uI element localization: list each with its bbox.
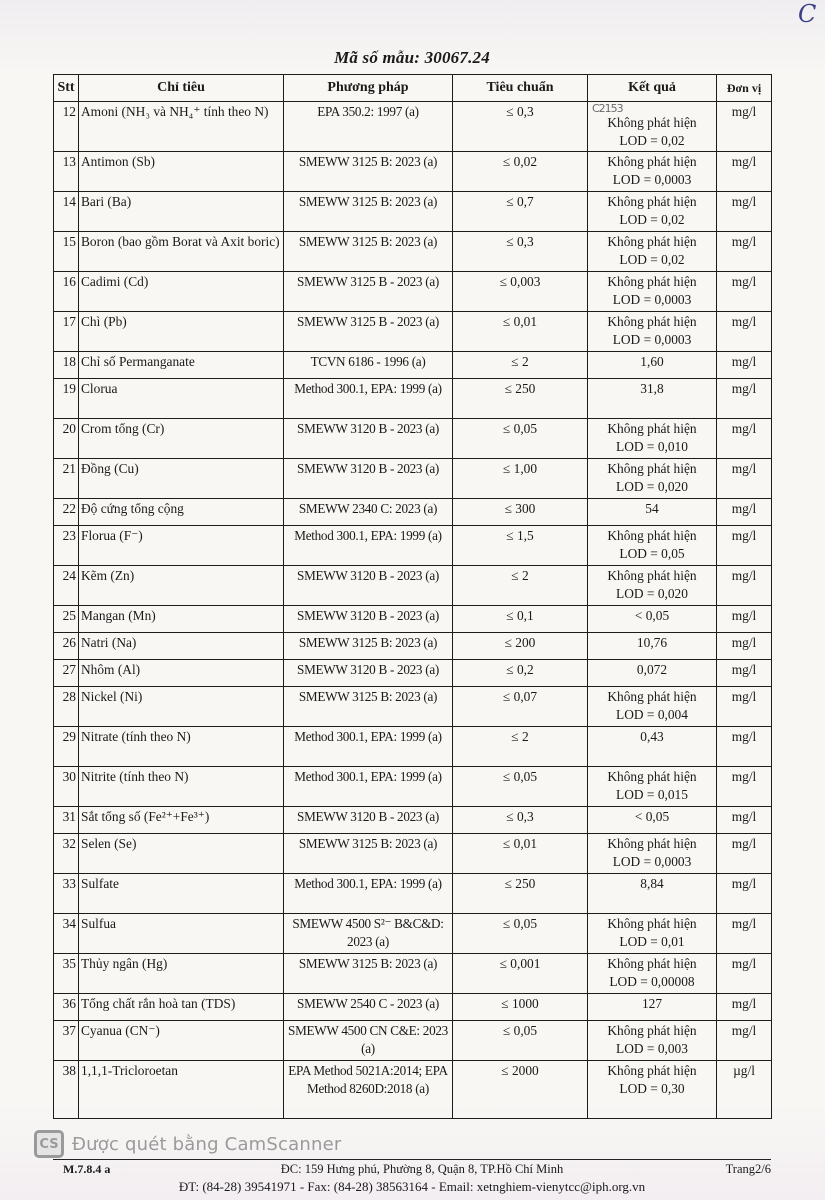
table-row: [54, 807, 772, 834]
row-unit: mg/l: [717, 272, 772, 312]
row-stt: 30: [54, 767, 79, 807]
row-standard: ≤ 300: [453, 499, 588, 526]
result-value: 127: [641, 996, 663, 1011]
row-method: Method 300.1, EPA: 1999 (a): [284, 874, 453, 914]
result-value: Không phát hiện: [607, 234, 697, 249]
row-unit: mg/l: [717, 312, 772, 352]
result-value: Không phát hiện: [607, 461, 697, 476]
row-stt: 37: [54, 1021, 79, 1061]
row-result: [588, 807, 717, 834]
row-indicator: Tổng chất rắn hoà tan (TDS): [79, 994, 284, 1021]
row-stt: 12: [54, 102, 79, 152]
header-result: Kết quả: [588, 75, 717, 102]
row-result: [588, 874, 717, 914]
row-standard: ≤ 0,2: [453, 660, 588, 687]
result-lod: LOD = 0,004: [616, 707, 688, 722]
row-unit: mg/l: [717, 994, 772, 1021]
row-indicator: Chỉ số Permanganate: [79, 352, 284, 379]
result-lod: LOD = 0,0003: [612, 332, 692, 347]
row-standard: ≤ 0,05: [453, 419, 588, 459]
row-stt: 35: [54, 954, 79, 994]
row-indicator: Bari (Ba): [79, 192, 284, 232]
table-row: [54, 192, 772, 232]
row-indicator: Nhôm (Al): [79, 660, 284, 687]
row-indicator: Antimon (Sb): [79, 152, 284, 192]
row-standard: ≤ 2: [453, 727, 588, 767]
row-unit: mg/l: [717, 727, 772, 767]
row-unit: mg/l: [717, 914, 772, 954]
result-lod: LOD = 0,015: [616, 787, 688, 802]
row-unit: mg/l: [717, 660, 772, 687]
result-value: 0,072: [636, 662, 668, 677]
row-stt: 31: [54, 807, 79, 834]
row-indicator: Natri (Na): [79, 633, 284, 660]
result-lod: LOD = 0,30: [619, 1081, 685, 1096]
footer-page-number: Trang2/6: [725, 1162, 771, 1176]
result-value: Không phát hiện: [607, 314, 697, 329]
row-unit: mg/l: [717, 767, 772, 807]
row-stt: 24: [54, 566, 79, 606]
result-value: Không phát hiện: [607, 689, 697, 704]
row-method: SMEWW 3125 B: 2023 (a): [284, 687, 453, 727]
row-result: [588, 1021, 717, 1061]
sample-code-title: Mã số mẫu: 30067.24: [334, 48, 490, 67]
row-result: [588, 419, 717, 459]
row-stt: 29: [54, 727, 79, 767]
header-method: Phương pháp: [284, 75, 453, 102]
row-standard: ≤ 0,003: [453, 272, 588, 312]
row-unit: mg/l: [717, 152, 772, 192]
row-indicator: 1,1,1-Tricloroetan: [79, 1061, 284, 1119]
result-value: Không phát hiện: [607, 916, 697, 931]
row-method: Method 300.1, EPA: 1999 (a): [284, 526, 453, 566]
table-row: [54, 459, 772, 499]
row-standard: ≤ 0,1: [453, 606, 588, 633]
row-standard: ≤ 2: [453, 566, 588, 606]
row-method: SMEWW 3120 B - 2023 (a): [284, 807, 453, 834]
row-unit: mg/l: [717, 232, 772, 272]
result-value: Không phát hiện: [607, 769, 697, 784]
row-unit: mg/l: [717, 379, 772, 419]
row-result: [588, 152, 717, 192]
row-stt: 22: [54, 499, 79, 526]
row-unit: mg/l: [717, 102, 772, 152]
table-body: [54, 102, 772, 1119]
table-row: [54, 526, 772, 566]
table-row: [54, 687, 772, 727]
row-indicator: Độ cứng tổng cộng: [79, 499, 284, 526]
footer-address: ĐC: 159 Hưng phú, Phường 8, Quận 8, TP.Hồ Chí Minh: [280, 1162, 564, 1176]
row-indicator: Nickel (Ni): [79, 687, 284, 727]
row-unit: mg/l: [717, 499, 772, 526]
result-value: 1,60: [640, 354, 664, 369]
table-row: [54, 1021, 772, 1061]
results-table: [53, 74, 772, 1119]
header-unit: Đơn vị: [717, 75, 772, 102]
row-unit: mg/l: [717, 633, 772, 660]
row-standard: ≤ 0,001: [453, 954, 588, 994]
row-method: SMEWW 3125 B: 2023 (a): [284, 152, 453, 192]
row-standard: ≤ 0,07: [453, 687, 588, 727]
row-standard: ≤ 0,05: [453, 914, 588, 954]
row-standard: ≤ 250: [453, 874, 588, 914]
table-row: [54, 660, 772, 687]
row-indicator: Thủy ngân (Hg): [79, 954, 284, 994]
row-indicator: Boron (bao gồm Borat và Axit boric): [79, 232, 284, 272]
row-stt: 26: [54, 633, 79, 660]
row-stt: 34: [54, 914, 79, 954]
result-lod: LOD = 0,02: [619, 212, 685, 227]
row-result: [588, 767, 717, 807]
result-value: Không phát hiện: [607, 154, 697, 169]
row-result: [588, 459, 717, 499]
row-indicator: Mangan (Mn): [79, 606, 284, 633]
table-row: [54, 606, 772, 633]
result-lod: LOD = 0,02: [619, 252, 685, 267]
row-method: SMEWW 4500 CN C&E: 2023 (a): [284, 1021, 453, 1061]
row-unit: mg/l: [717, 807, 772, 834]
result-value: 10,76: [636, 635, 668, 650]
camscanner-logo-icon: CS: [34, 1130, 64, 1158]
row-indicator: Amoni (NH₃ và NH₄⁺ tính theo N): [79, 102, 284, 152]
row-method: Method 300.1, EPA: 1999 (a): [284, 767, 453, 807]
row-standard: ≤ 1000: [453, 994, 588, 1021]
result-value: Không phát hiện: [607, 836, 697, 851]
row-indicator: Chì (Pb): [79, 312, 284, 352]
result-value: 54: [645, 501, 659, 516]
table-row: [54, 152, 772, 192]
row-stt: 36: [54, 994, 79, 1021]
row-method: SMEWW 3120 B - 2023 (a): [284, 459, 453, 499]
header-indicator: Chỉ tiêu: [79, 75, 284, 102]
row-stt: 17: [54, 312, 79, 352]
row-result: [588, 272, 717, 312]
table-row: [54, 874, 772, 914]
row-method: SMEWW 3125 B: 2023 (a): [284, 633, 453, 660]
result-value: Không phát hiện: [607, 1023, 697, 1038]
result-value: 31,8: [640, 381, 664, 396]
footer-contact: ĐT: (84-28) 39541971 - Fax: (84-28) 38563164 - Email: xetnghiem-vienytcc@iph.org.vn: [178, 1179, 646, 1194]
result-value: Không phát hiện: [607, 568, 697, 583]
row-indicator: Sulfate: [79, 874, 284, 914]
row-result: [588, 312, 717, 352]
watermark-band: [39, 1129, 771, 1159]
row-stt: 20: [54, 419, 79, 459]
result-value: Không phát hiện: [607, 194, 697, 209]
result-lod: LOD = 0,020: [616, 479, 688, 494]
row-indicator: Nitrate (tính theo N): [79, 727, 284, 767]
row-stt: 15: [54, 232, 79, 272]
stamp-mark: C2153: [592, 102, 623, 115]
result-value: Không phát hiện: [607, 421, 697, 436]
table-row: [54, 499, 772, 526]
row-unit: mg/l: [717, 1021, 772, 1061]
row-standard: ≤ 1,5: [453, 526, 588, 566]
row-stt: 33: [54, 874, 79, 914]
row-standard: ≤ 2000: [453, 1061, 588, 1119]
row-result: [588, 606, 717, 633]
row-result: [588, 954, 717, 994]
row-indicator: Kẽm (Zn): [79, 566, 284, 606]
row-standard: ≤ 1,00: [453, 459, 588, 499]
row-indicator: Nitrite (tính theo N): [79, 767, 284, 807]
table-row: [54, 312, 772, 352]
table-row: [54, 834, 772, 874]
row-indicator: Cadimi (Cd): [79, 272, 284, 312]
result-value: Không phát hiện: [607, 956, 697, 971]
row-method: SMEWW 3120 B - 2023 (a): [284, 660, 453, 687]
table-row: [54, 232, 772, 272]
row-standard: ≤ 0,3: [453, 807, 588, 834]
row-standard: ≤ 0,02: [453, 152, 588, 192]
footer-row: [53, 1161, 771, 1178]
row-standard: ≤ 250: [453, 379, 588, 419]
result-lod: LOD = 0,020: [616, 586, 688, 601]
row-result: [588, 834, 717, 874]
result-value: Không phát hiện: [607, 274, 697, 289]
table-row: [54, 419, 772, 459]
row-unit: mg/l: [717, 192, 772, 232]
header-standard: Tiêu chuẩn: [453, 75, 588, 102]
row-result: [588, 192, 717, 232]
table-row: [54, 379, 772, 419]
row-result: [588, 994, 717, 1021]
result-lod: LOD = 0,0003: [612, 854, 692, 869]
table-header-row: [54, 75, 772, 102]
row-method: SMEWW 3125 B: 2023 (a): [284, 232, 453, 272]
row-result: [588, 727, 717, 767]
row-unit: mg/l: [717, 874, 772, 914]
table-row: [54, 954, 772, 994]
row-method: SMEWW 4500 S²⁻ B&C&D: 2023 (a): [284, 914, 453, 954]
row-standard: ≤ 0,05: [453, 1021, 588, 1061]
row-indicator: Clorua: [79, 379, 284, 419]
row-method: SMEWW 2340 C: 2023 (a): [284, 499, 453, 526]
row-method: SMEWW 3125 B - 2023 (a): [284, 312, 453, 352]
row-method: SMEWW 3120 B - 2023 (a): [284, 566, 453, 606]
table-row: [54, 566, 772, 606]
handwritten-mark: C: [798, 0, 817, 28]
result-lod: LOD = 0,010: [616, 439, 688, 454]
row-result: [588, 379, 717, 419]
row-result: [588, 914, 717, 954]
row-unit: mg/l: [717, 526, 772, 566]
row-indicator: Selen (Se): [79, 834, 284, 874]
row-indicator: Cyanua (CN⁻): [79, 1021, 284, 1061]
table-row: [54, 1061, 772, 1119]
row-standard: ≤ 2: [453, 352, 588, 379]
result-value: < 0,05: [634, 608, 670, 623]
row-method: EPA Method 5021A:2014; EPA Method 8260D:2018 (a): [284, 1061, 453, 1119]
row-stt: 25: [54, 606, 79, 633]
result-lod: LOD = 0,0003: [612, 172, 692, 187]
table-row: [54, 272, 772, 312]
row-result: [588, 499, 717, 526]
row-standard: ≤ 200: [453, 633, 588, 660]
table-row: [54, 767, 772, 807]
camscanner-watermark: [34, 1130, 341, 1158]
table-row: [54, 914, 772, 954]
result-lod: LOD = 0,02: [619, 133, 685, 148]
row-method: EPA 350.2: 1997 (a): [284, 102, 453, 152]
row-unit: µg/l: [717, 1061, 772, 1119]
result-lod: LOD = 0,0003: [612, 292, 692, 307]
row-stt: 18: [54, 352, 79, 379]
row-indicator: Florua (F⁻): [79, 526, 284, 566]
row-stt: 23: [54, 526, 79, 566]
row-method: SMEWW 3125 B - 2023 (a): [284, 272, 453, 312]
row-method: TCVN 6186 - 1996 (a): [284, 352, 453, 379]
row-result: [588, 660, 717, 687]
row-method: Method 300.1, EPA: 1999 (a): [284, 379, 453, 419]
row-standard: ≤ 0,3: [453, 102, 588, 152]
row-result: [588, 566, 717, 606]
result-lod: LOD = 0,00008: [609, 974, 695, 989]
row-result: [588, 687, 717, 727]
header-stt: Stt: [54, 75, 79, 102]
row-method: SMEWW 3120 B - 2023 (a): [284, 419, 453, 459]
row-stt: 13: [54, 152, 79, 192]
row-method: SMEWW 3125 B: 2023 (a): [284, 192, 453, 232]
row-unit: mg/l: [717, 419, 772, 459]
row-stt: 28: [54, 687, 79, 727]
result-value: Không phát hiện: [607, 115, 697, 130]
row-standard: ≤ 0,7: [453, 192, 588, 232]
row-method: SMEWW 2540 C - 2023 (a): [284, 994, 453, 1021]
row-stt: 27: [54, 660, 79, 687]
result-lod: LOD = 0,01: [619, 934, 685, 949]
table-row: [54, 994, 772, 1021]
row-unit: mg/l: [717, 566, 772, 606]
row-unit: mg/l: [717, 687, 772, 727]
row-stt: 19: [54, 379, 79, 419]
table-row: [54, 352, 772, 379]
row-result: [588, 352, 717, 379]
row-standard: ≤ 0,05: [453, 767, 588, 807]
row-method: SMEWW 3125 B: 2023 (a): [284, 834, 453, 874]
row-indicator: Crom tổng (Cr): [79, 419, 284, 459]
result-lod: LOD = 0,003: [616, 1041, 688, 1056]
result-value: < 0,05: [634, 809, 670, 824]
table-row: [54, 727, 772, 767]
row-stt: 21: [54, 459, 79, 499]
footer: [53, 1159, 771, 1196]
row-result: [588, 102, 717, 152]
row-result: [588, 526, 717, 566]
row-unit: mg/l: [717, 606, 772, 633]
row-stt: 14: [54, 192, 79, 232]
row-unit: mg/l: [717, 954, 772, 994]
row-result: [588, 232, 717, 272]
row-result: [588, 1061, 717, 1119]
row-unit: mg/l: [717, 459, 772, 499]
result-lod: LOD = 0,05: [619, 546, 685, 561]
footer-form-code: M.7.8.4 a: [63, 1162, 111, 1176]
result-value: 8,84: [640, 876, 664, 891]
row-result: [588, 633, 717, 660]
row-method: SMEWW 3120 B - 2023 (a): [284, 606, 453, 633]
row-standard: ≤ 0,3: [453, 232, 588, 272]
row-unit: mg/l: [717, 352, 772, 379]
row-stt: 16: [54, 272, 79, 312]
row-method: SMEWW 3125 B: 2023 (a): [284, 954, 453, 994]
row-unit: mg/l: [717, 834, 772, 874]
row-indicator: Sắt tổng số (Fe²⁺+Fe³⁺): [79, 807, 284, 834]
row-stt: 32: [54, 834, 79, 874]
row-standard: ≤ 0,01: [453, 312, 588, 352]
row-stt: 38: [54, 1061, 79, 1119]
row-indicator: Sulfua: [79, 914, 284, 954]
document-content: [39, 46, 771, 1196]
result-value: Không phát hiện: [607, 1063, 697, 1078]
row-method: Method 300.1, EPA: 1999 (a): [284, 727, 453, 767]
row-indicator: Đồng (Cu): [79, 459, 284, 499]
table-row: [54, 102, 772, 152]
result-value: 0,43: [640, 729, 664, 744]
result-value: Không phát hiện: [607, 528, 697, 543]
camscanner-text: Được quét bằng CamScanner: [72, 1133, 342, 1155]
table-row: [54, 633, 772, 660]
row-standard: ≤ 0,01: [453, 834, 588, 874]
